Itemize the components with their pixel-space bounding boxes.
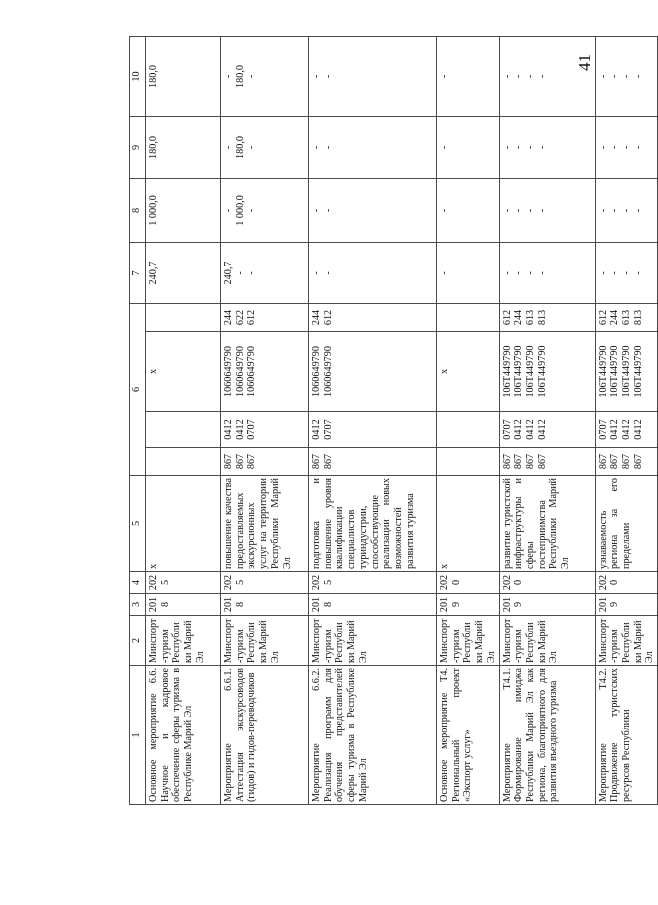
- cell-line: 613: [525, 309, 537, 326]
- value-2018-cell: [221, 242, 309, 303]
- executor-cell: Минспорт-туризм Республики Марий Эл: [595, 616, 658, 666]
- cell-line: 0412: [311, 419, 322, 440]
- page-number: 41: [575, 54, 594, 71]
- value-2020-cell: [309, 116, 437, 178]
- cell-line: -: [439, 271, 450, 275]
- cell-line: 106Т449790: [609, 345, 621, 398]
- cell-line: -: [501, 271, 513, 275]
- cell-line: -: [234, 271, 246, 275]
- csr-cell: [437, 332, 500, 412]
- cell-line: 867: [513, 453, 525, 470]
- value-2018-cell: [437, 242, 500, 303]
- cell-line: 867: [322, 453, 334, 470]
- start-year-cell: 2019: [437, 594, 500, 616]
- cell-line: -: [513, 74, 525, 79]
- cell-line: 0707: [597, 419, 609, 440]
- cell-line: 0412: [513, 419, 525, 440]
- cell-line: -: [621, 271, 633, 275]
- table-row: [595, 36, 658, 804]
- rz-cell: [146, 412, 221, 448]
- start-year-cell: 2018: [309, 594, 437, 616]
- cell-line: -: [322, 271, 334, 275]
- cell-line: -: [223, 208, 234, 213]
- cell-line: 612: [597, 309, 609, 326]
- cell-line: -: [536, 74, 548, 79]
- cell-line: -: [322, 145, 334, 150]
- cell-line: 613: [621, 309, 633, 326]
- column-number: 6: [130, 303, 146, 475]
- activity-name-cell: Мероприятие Т4.1. Формирование имиджа Республики Марий Эл как региона, благоприятного для развития въездного туризма: [499, 666, 595, 805]
- cell-line: -: [501, 208, 513, 213]
- cell-line: 106Т449790: [536, 345, 548, 398]
- value-2021-cell: [437, 36, 500, 116]
- vr-cell: [499, 303, 595, 331]
- column-number: 4: [130, 572, 146, 594]
- vr-cell: [146, 303, 221, 331]
- cell-line: 867: [234, 453, 246, 470]
- value-2020-cell: [499, 116, 595, 178]
- cell-line: 106Т449790: [525, 345, 537, 398]
- csr-cell: [221, 332, 309, 412]
- cell-line: 180,0: [148, 65, 159, 88]
- end-year-cell: 2020: [595, 572, 658, 594]
- column-number: 9: [130, 116, 146, 178]
- cell-line: 106Т449790: [632, 345, 644, 398]
- cell-line: 612: [246, 309, 258, 326]
- cell-line: 1060649790: [311, 346, 322, 397]
- cell-line: 240,7: [148, 261, 159, 285]
- value-2019-cell: [146, 178, 221, 242]
- table-row: [437, 36, 500, 804]
- cell-line: 106Т449790: [597, 345, 609, 398]
- cell-line: -: [246, 145, 258, 150]
- cell-line: -: [597, 208, 609, 213]
- vr-cell: [309, 303, 437, 331]
- rz-cell: [309, 412, 437, 448]
- expected-result-cell: повышение качества предоставляемых экскурсионных услуг на территории Республики Марий Эл: [221, 476, 309, 572]
- cell-line: 106Т449790: [621, 345, 633, 398]
- executor-cell: Минспорт-туризм Республики Марий Эл: [309, 616, 437, 666]
- cell-line: 867: [311, 453, 322, 470]
- value-2020-cell: [221, 116, 309, 178]
- cell-line: 240,7: [223, 261, 234, 285]
- value-2018-cell: [499, 242, 595, 303]
- start-year-cell: 2019: [595, 594, 658, 616]
- end-year-cell: 2025: [309, 572, 437, 594]
- cell-line: -: [609, 271, 621, 275]
- value-2021-cell: [146, 36, 221, 116]
- column-number: 8: [130, 178, 146, 242]
- cell-line: -: [223, 145, 234, 150]
- value-2020-cell: [595, 116, 658, 178]
- cell-line: -: [311, 271, 322, 275]
- csr-cell: [309, 332, 437, 412]
- activity-name-cell: Основное мероприятие 6.6. Научное и кадровое обеспечение сферы туризма в Республике Марий Эл: [146, 666, 221, 805]
- cell-line: -: [501, 74, 513, 79]
- table-row: [499, 36, 595, 804]
- cell-line: 244: [609, 309, 621, 326]
- executor-cell: Минспорт-туризм Республики Марий Эл: [499, 616, 595, 666]
- cell-line: 0707: [246, 419, 258, 440]
- csr-cell: [595, 332, 658, 412]
- cell-line: -: [513, 145, 525, 150]
- cell-line: 244: [223, 309, 234, 326]
- cell-line: 0412: [525, 419, 537, 440]
- cell-line: -: [246, 271, 258, 275]
- cell-line: 867: [525, 453, 537, 470]
- value-2019-cell: [595, 178, 658, 242]
- end-year-cell: 2020: [499, 572, 595, 594]
- cell-line: -: [525, 208, 537, 213]
- cell-line: 0412: [536, 419, 548, 440]
- cell-line: 867: [246, 453, 258, 470]
- cell-line: -: [311, 208, 322, 213]
- cell-line: -: [322, 208, 334, 213]
- rz-cell: [437, 412, 500, 448]
- rz-cell: [499, 412, 595, 448]
- cell-line: 0412: [223, 419, 234, 440]
- cell-line: -: [525, 74, 537, 79]
- start-year-cell: 2019: [499, 594, 595, 616]
- cell-line: -: [439, 208, 450, 213]
- value-2019-cell: [437, 178, 500, 242]
- column-number: 2: [130, 616, 146, 666]
- value-2021-cell: [221, 36, 309, 116]
- cell-line: -: [525, 271, 537, 275]
- column-number: 5: [130, 476, 146, 572]
- cell-line: 0707: [322, 419, 334, 440]
- cell-line: -: [513, 271, 525, 275]
- cell-line: -: [597, 74, 609, 79]
- expected-result-cell: узнаваемость региона за его пределами: [595, 476, 658, 572]
- grbs-cell: [309, 448, 437, 476]
- cell-line: 1 000,0: [148, 195, 159, 226]
- cell-line: 1060649790: [246, 346, 258, 397]
- value-2019-cell: [221, 178, 309, 242]
- cell-line: -: [609, 74, 621, 79]
- program-activities-table: [129, 36, 658, 805]
- activity-name-cell: Основное мероприятие Т4. Региональный проект «Экспорт услуг»: [437, 666, 500, 805]
- cell-line: 867: [597, 453, 609, 470]
- cell-line: 0412: [621, 419, 633, 440]
- cell-line: 0412: [632, 419, 644, 440]
- cell-line: -: [322, 74, 334, 79]
- value-2021-cell: [595, 36, 658, 116]
- value-2021-cell: [309, 36, 437, 116]
- cell-line: -: [439, 145, 450, 150]
- csr-cell: [146, 332, 221, 412]
- value-2020-cell: [146, 116, 221, 178]
- cell-line: -: [536, 208, 548, 213]
- cell-line: -: [597, 145, 609, 150]
- cell-line: 867: [609, 453, 621, 470]
- column-number: 10: [130, 36, 146, 116]
- value-2018-cell: [595, 242, 658, 303]
- cell-line: -: [246, 208, 258, 213]
- table-row: [146, 36, 221, 804]
- cell-line: 622: [234, 309, 246, 326]
- value-2018-cell: [146, 242, 221, 303]
- grbs-cell: [221, 448, 309, 476]
- table-row: [309, 36, 437, 804]
- table-body: [130, 36, 658, 804]
- start-year-cell: 2018: [146, 594, 221, 616]
- cell-line: 0412: [609, 419, 621, 440]
- expected-result-cell: развитие туристской инфраструктуры и сферы гостеприимства Республики Марий Эл: [499, 476, 595, 572]
- cell-line: 106Т449790: [501, 345, 513, 398]
- rotated-table-container: [129, 37, 656, 805]
- activity-name-cell: Мероприятие 6.6.1. Аттестация экскурсоводов (гидов) и гидов-переводчиков: [221, 666, 309, 805]
- cell-line: -: [632, 208, 644, 213]
- expected-result-cell: х: [437, 476, 500, 572]
- cell-line: -: [597, 271, 609, 275]
- cell-line: 867: [223, 453, 234, 470]
- executor-cell: Минспорт-туризм Республики Марий Эл: [437, 616, 500, 666]
- cell-line: -: [621, 208, 633, 213]
- value-2019-cell: [309, 178, 437, 242]
- vr-cell: [437, 303, 500, 331]
- cell-line: 813: [536, 309, 548, 326]
- cell-line: 867: [632, 453, 644, 470]
- cell-line: 180,0: [148, 136, 159, 159]
- end-year-cell: 2025: [221, 572, 309, 594]
- cell-line: -: [513, 208, 525, 213]
- end-year-cell: 2025: [146, 572, 221, 594]
- cell-line: 244: [311, 309, 322, 326]
- cell-line: -: [525, 145, 537, 150]
- cell-line: -: [439, 74, 450, 79]
- cell-line: 180,0: [234, 136, 246, 159]
- cell-line: -: [609, 208, 621, 213]
- cell-line: 867: [501, 453, 513, 470]
- cell-line: -: [223, 74, 234, 79]
- grbs-cell: [437, 448, 500, 476]
- cell-line: -: [621, 145, 633, 150]
- cell-line: 244: [513, 309, 525, 326]
- value-2019-cell: [499, 178, 595, 242]
- column-number: 1: [130, 666, 146, 805]
- cell-line: -: [311, 74, 322, 79]
- cell-line: х: [439, 368, 450, 375]
- vr-cell: [595, 303, 658, 331]
- rz-cell: [595, 412, 658, 448]
- rz-cell: [221, 412, 309, 448]
- cell-line: 867: [536, 453, 548, 470]
- cell-line: 0412: [234, 419, 246, 440]
- cell-line: 0707: [501, 419, 513, 440]
- cell-line: -: [609, 145, 621, 150]
- cell-line: -: [311, 145, 322, 150]
- cell-line: 1060649790: [223, 346, 234, 397]
- cell-line: х: [148, 368, 159, 375]
- grbs-cell: [499, 448, 595, 476]
- cell-line: -: [501, 145, 513, 150]
- start-year-cell: 2018: [221, 594, 309, 616]
- cell-line: 612: [501, 309, 513, 326]
- cell-line: -: [536, 271, 548, 275]
- vr-cell: [221, 303, 309, 331]
- cell-line: -: [246, 74, 258, 79]
- table-row: [221, 36, 309, 804]
- executor-cell: Минспорт-туризм Республики Марий Эл: [146, 616, 221, 666]
- expected-result-cell: х: [146, 476, 221, 572]
- activity-name-cell: Мероприятие 6.6.2. Реализация программ для обучения представителей сферы туризма в Республике Марий Эл: [309, 666, 437, 805]
- column-number: 7: [130, 242, 146, 303]
- cell-line: 1060649790: [322, 346, 334, 397]
- cell-line: 813: [632, 309, 644, 326]
- cell-line: 180,0: [234, 65, 246, 88]
- cell-line: 867: [621, 453, 633, 470]
- value-2021-cell: [499, 36, 595, 116]
- cell-line: 612: [322, 309, 334, 326]
- cell-line: 106Т449790: [513, 345, 525, 398]
- cell-line: -: [621, 74, 633, 79]
- expected-result-cell: подготовка и повышение уровня квалификации специалистов туриндустрии, способствующие реализации новых возможностей развития туризма: [309, 476, 437, 572]
- activity-name-cell: Мероприятие Т4.2. Продвижение туристских ресурсов Республики: [595, 666, 658, 805]
- executor-cell: Минспорт-туризм Республики Марий Эл: [221, 616, 309, 666]
- grbs-cell: [595, 448, 658, 476]
- column-number: 3: [130, 594, 146, 616]
- value-2018-cell: [309, 242, 437, 303]
- column-number-row: [130, 36, 146, 804]
- cell-line: -: [632, 145, 644, 150]
- csr-cell: [499, 332, 595, 412]
- cell-line: -: [632, 74, 644, 79]
- cell-line: -: [632, 271, 644, 275]
- value-2020-cell: [437, 116, 500, 178]
- cell-line: 1060649790: [234, 346, 246, 397]
- grbs-cell: [146, 448, 221, 476]
- cell-line: 1 000,0: [234, 195, 246, 226]
- cell-line: -: [536, 145, 548, 150]
- end-year-cell: 2020: [437, 572, 500, 594]
